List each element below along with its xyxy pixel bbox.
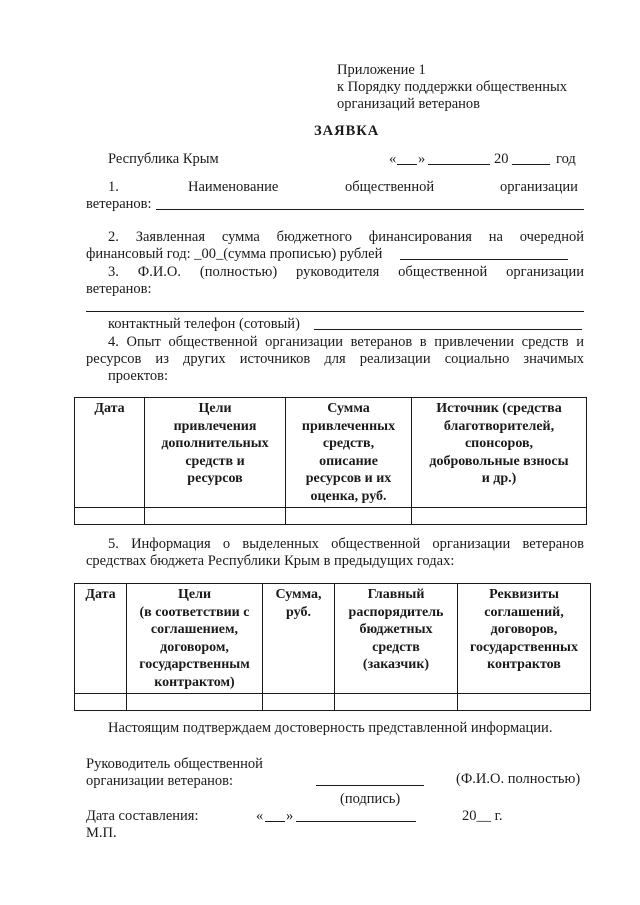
appendix-line-2: к Порядку поддержки общественных — [337, 79, 567, 95]
amount-in-words-field[interactable] — [400, 259, 568, 260]
stamp-label: М.П. — [86, 825, 117, 841]
table-cell[interactable] — [458, 694, 591, 711]
table-header-row — [75, 584, 591, 694]
head-role-line-2: организации ветеранов: — [86, 773, 234, 789]
item5-line-1: 5. Информация о выделенных общественной организации ветеранов — [108, 536, 584, 552]
item4-line-2: ресурсов из других источников для реализации социально значимых — [86, 351, 584, 367]
compiled-month-field[interactable] — [296, 821, 416, 822]
table-row[interactable] — [75, 694, 591, 711]
table-cell[interactable] — [286, 508, 412, 525]
year-suffix: год — [556, 151, 576, 167]
item1-word-name: Наименование — [188, 179, 279, 195]
item2-line-1: 2. Заявленная сумма бюджетного финансирования на очередной — [108, 229, 584, 245]
funding-experience-table — [74, 397, 587, 525]
compiled-quote-close: » — [286, 808, 294, 824]
table-cell[interactable] — [335, 694, 458, 711]
budget-funds-table — [74, 583, 591, 711]
appendix-line-1: Приложение 1 — [337, 62, 426, 78]
head-fullname-field[interactable] — [86, 311, 584, 312]
item1-word-public: общественной — [345, 179, 435, 195]
item1-word-organization: организации — [500, 179, 578, 195]
table-cell[interactable] — [412, 508, 587, 525]
table-cell[interactable] — [75, 694, 127, 711]
date-month-blank[interactable] — [428, 164, 490, 165]
compiled-day-field[interactable] — [265, 821, 285, 822]
table2-header-amount: Сумма, руб. — [263, 584, 335, 694]
item5-line-2: средствах бюджета Республики Крым в предыдущих годах: — [86, 553, 455, 569]
signature-field[interactable] — [316, 785, 424, 786]
organization-name-field[interactable] — [156, 209, 584, 210]
date-quote-open: « — [389, 151, 397, 167]
item1-number: 1. — [108, 179, 119, 195]
table-cell[interactable] — [75, 508, 145, 525]
item3-veterans-label: ветеранов: — [86, 281, 152, 297]
table2-header-requisites: Реквизиты соглашений, договоров, государственных контрактов — [458, 584, 591, 694]
compiled-year: 20__ г. — [462, 808, 503, 824]
table1-header-amount: Сумма привлеченных средств, описание ресурсов и их оценка, руб. — [286, 398, 412, 508]
item4-line-1: 4. Опыт общественной организации ветеранов в привлечении средств и — [108, 334, 584, 350]
confirmation-text: Настоящим подтверждаем достоверность представленной информации. — [108, 720, 553, 736]
phone-label: контактный телефон (сотовый) — [108, 316, 300, 332]
year-prefix: 20 — [494, 151, 509, 167]
table1-header-date: Дата — [75, 398, 145, 508]
table2-header-goals: Цели (в соответствии с соглашением, договором, государственным контрактом) — [127, 584, 263, 694]
region-label: Республика Крым — [108, 151, 219, 167]
table-row[interactable] — [75, 508, 587, 525]
table2-header-date: Дата — [75, 584, 127, 694]
table2-header-manager: Главный распорядитель бюджетных средств (заказчик) — [335, 584, 458, 694]
date-compiled-label: Дата составления: — [86, 808, 199, 824]
item2-line-2: финансовый год: _00_(сумма прописью) рублей — [86, 246, 383, 262]
date-quote-close: » — [418, 151, 426, 167]
item1-veterans-label: ветеранов: — [86, 196, 152, 212]
table-cell[interactable] — [263, 694, 335, 711]
item3-line-1: 3. Ф.И.О. (полностью) руководителя общественной организации — [108, 264, 584, 280]
table-header-row — [75, 398, 587, 508]
date-year-blank[interactable] — [512, 164, 550, 165]
appendix-line-3: организаций ветеранов — [337, 96, 480, 112]
compiled-quote-open: « — [256, 808, 264, 824]
signature-caption: (подпись) — [340, 791, 401, 807]
table-cell[interactable] — [127, 694, 263, 711]
date-day-blank[interactable] — [397, 164, 417, 165]
head-role-line-1: Руководитель общественной — [86, 756, 263, 772]
table1-header-goals: Цели привлечения дополнительных средств и ресурсов — [145, 398, 286, 508]
phone-field[interactable] — [314, 329, 582, 330]
item4-line-3: проектов: — [108, 368, 168, 384]
table-cell[interactable] — [145, 508, 286, 525]
table1-header-source: Источник (средства благотворителей, спонсоров, добровольные взносы и др.) — [412, 398, 587, 508]
form-title: ЗАЯВКА — [314, 123, 380, 139]
fio-label: (Ф.И.О. полностью) — [456, 771, 581, 787]
